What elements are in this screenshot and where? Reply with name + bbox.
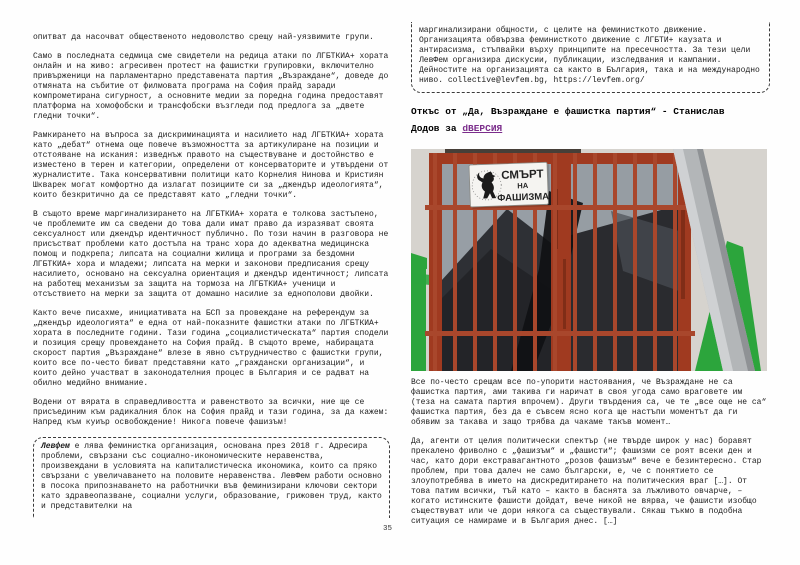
org-name-lead: Левфем	[41, 442, 70, 451]
right-column	[411, 22, 770, 536]
info-box-body: маргинализирани общности, с целите на феминисткото движение. Организацията обвързва феминисткото движение с ЛГБТИ+ каузата и антирасизма, стъпвайки върху принципите на пресечността. За тези цели ЛевФем организира дискусии, публикации, изследвания и кампании. Дейностите на организацията са както в България, така и на международно ниво.	[419, 26, 760, 85]
death-to-fascism-sign	[469, 162, 550, 209]
paragraph: Все по-често срещам все по-упорити настоявания, че Възраждане не са фашистка партия, ами такива ги наричат в своя угода само враговете им (теза на самата партия впрочем). Други твърдения са, че те „все още не са“ фашистка партия, без да е съвсем ясно кога ще настъпи моментът да ги обявим за такава и защо трябва да чакаме такъв момент…	[411, 378, 767, 427]
window-pane-right	[571, 163, 679, 371]
info-box-body: е лява феминистка организация, основана през 2018 г. Адресира проблеми, свързани със социално-икономическите неравенства, произвеждани в условията на капиталистическа икономика, които са пряко свързани с увеличаването на половите неравенства. ЛевФем работи основно в посока припознаването на работнички във феминизирани ключови сектори като здравеопазване, социални услуги, образование, грижовен труд, както и представителки на	[41, 442, 382, 511]
info-box-text	[41, 442, 382, 512]
paragraph: Рамкирането на въпроса за дискриминацията и насилието над ЛГБТКИА+ хората като „дебат“ отнема още повече възможността за артикулиране на позиции и отстояване на искания: изведнъж правото на съществуване и достойнство е изместено в терен и категории, определени от консерваторите и утвърдени от журналистите. Така консервативни политици като Корнелия Нинова и Кристиян Шкварек могат комфортно да излагат позициите си за „джендър идеологията“, които безкритично да се представят като „гледни точки“.	[33, 131, 389, 200]
article-photo	[411, 149, 767, 371]
separator: ,	[543, 76, 554, 85]
article-heading	[411, 103, 743, 137]
svg-text:ФАШИЗМА: ФАШИЗМА	[497, 191, 550, 205]
dversia-link[interactable]: dВЕРСИЯ	[462, 123, 503, 134]
paragraph: Водени от вярата в справедливостта и равенството за всички, ние ще се присъединим към радикалния блок на София прайд и тази година, за да кажем: Напред към куиър освобождение! Никога повече фашизъм!	[33, 398, 389, 427]
page-number: 35	[382, 525, 392, 533]
info-box-text	[419, 26, 762, 86]
heading-text: Откъс от „Да, Възраждане е фашистка партия“ - Станислав Додов за	[411, 106, 725, 134]
svg-text:СМЪРТ: СМЪРТ	[501, 168, 544, 182]
levfem-info-box-continued	[411, 22, 770, 93]
levfem-info-box	[33, 437, 390, 518]
paragraph: Както вече писахме, инициативата на БСП за провеждане на референдум за „джендър идеологията“ е една от най-показните фашистки атаки по ЛГБТКИА+ хората в последните години. Тази година „социалистическата“ партия сподели и позиция срещу провеждането на София прайд. В същото време, набиращата скорост партия „Възраждане“ влезе в явно сътрудничество с фашистки групи, които все по-често биват представяни като „граждански организации“, и които дейно участват в законодателния процес в България и се радват на обилно медийно внимание.	[33, 309, 389, 388]
website-link[interactable]: https://levfem.org/	[553, 76, 645, 85]
email-link[interactable]: collective@levfem.bg	[447, 76, 544, 85]
svg-text:НА: НА	[517, 180, 529, 191]
paragraph: опитват да насочват общественото недоволство срещу най-уязвимите групи.	[33, 33, 374, 42]
paragraph: Да, агенти от целия политически спектър (не твърде широк у нас) боравят прекалено фриволно с „фашизъм“ и „фашисти“; фашизми се роят всеки ден и час, като дори екстравагантното „розов фашизъм“ вече е безинтересно. Стар проблем, при това далеч не само български, е, че с понятието се злоупотребява в името на дискредитирането на политическия враг […]. От това патим всички, тъй като – както в баснята за лъжливото овчарче, – когато истинските фашисти дойдат, вече никой не вярва, че фашисти изобщо съществуват или че дори някога са съществували. Сякаш тъкмо в подобна ситуация се намираме и в България днес. […]	[411, 437, 762, 526]
paragraph: В същото време маргинализирането на ЛГБТКИА+ хората е толкова застъпено, че проблемите им са сведени до това дали имат право да изразяват своята сексуалност или джендър идентичност публично. По този начин в разговора не присъстват проблеми като достъпа на транс хора до адекватна медицинска помощ и подкрепа; липсата на социални жилища и програми за бездомни ЛГБТКИА+ хора и младежи; липсата на мерки и законови предписания срещу насилието, основано на сексуална ориентация и джендър идентичност; липсата на работещ механизъм за защита на тормоза на ЛГБТКИА+ ученици и отсъствието на мерки за защита от домашно насилие за еднополови двойки.	[33, 210, 389, 299]
left-column	[33, 33, 390, 518]
paragraph: Само в последната седмица сме свидетели на редица атаки по ЛГБТКИА+ хората онлайн и на живо: агресивен протест на фашистки групировки, включително привърженици на парламентарно представената партия „Възраждане“, доведе до отмяната на събитие от филмовата програма на София прайд заради компрометирана сигурност, а основните медии за поредна година предоставят платформа на хомофобски и трансфобски възгледи под предлога за „двете гледни точки“.	[33, 52, 389, 121]
